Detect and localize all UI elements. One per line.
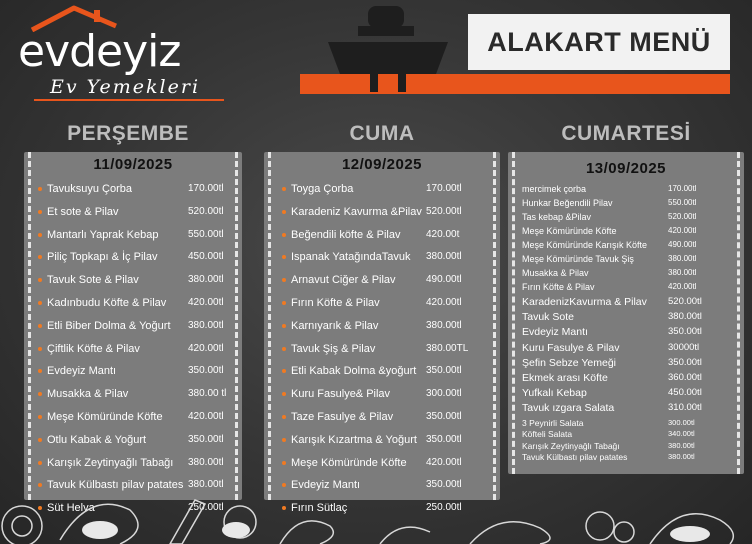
menu-item	[282, 320, 486, 335]
menu-item-name	[522, 184, 586, 194]
menu-item-price: 300.00tl	[668, 417, 695, 427]
menu-item-name	[38, 365, 116, 377]
menu-item-label: Meşe Kömüründe Tavuk Şiş	[522, 254, 634, 264]
menu-item-label: Köfteli Salata	[522, 429, 573, 440]
menu-item-label: Tavuk Külbastı pilav patates	[47, 479, 184, 492]
menu-item	[522, 326, 728, 341]
menu-item	[522, 212, 728, 225]
menu-item-name	[282, 297, 380, 309]
menu-item-name	[522, 402, 614, 414]
menu-item-label: Kuru Fasulye& Pilav	[291, 388, 391, 401]
bullet-icon	[282, 438, 286, 442]
date-thursday: 11/09/2025	[93, 156, 173, 173]
menu-item-price: 520.00tl	[668, 296, 702, 307]
bullet-icon	[282, 301, 286, 305]
menu-item-label: Meşe Kömüründe Karışık Köfte	[522, 240, 648, 250]
menu-item-label: Evdeyiz Mantı	[291, 479, 361, 492]
menu-item	[282, 297, 486, 312]
menu-item-name	[282, 274, 396, 286]
menu-item-name	[522, 311, 574, 323]
bullet-icon	[38, 255, 42, 259]
menu-item	[38, 229, 248, 244]
menu-item-name	[38, 274, 139, 286]
menu-item-label: Ekmek arası Köfte	[522, 372, 608, 384]
menu-item	[282, 183, 486, 198]
menu-item-name	[282, 206, 422, 218]
menu-item-label: Fırın Köfte & Pilav	[291, 297, 380, 309]
menu-item	[38, 320, 248, 335]
menu-item-label: Karışık Kızartma & Yoğurt	[291, 433, 417, 446]
menu-title: ALAKART MENÜ	[487, 27, 711, 57]
bullet-icon	[38, 210, 42, 214]
menu-item-name	[38, 434, 146, 446]
menu-item-name	[522, 418, 583, 428]
menu-item-label: Şefin Sebze Yemeği	[522, 356, 616, 369]
menu-item-name	[38, 411, 163, 423]
menu-item-label: Tavuk Sote & Pilav	[47, 274, 139, 287]
menu-item-price: 450.00tl	[188, 251, 224, 263]
menu-item-price: 420.00tl	[188, 342, 224, 354]
menu-item	[282, 388, 486, 403]
menu-item-price: 550.00tl	[188, 228, 224, 240]
menu-item	[522, 226, 728, 239]
menu-item-label: Taze Fasulye & Pilav	[291, 411, 394, 423]
menu-item-price: 170.00tl	[426, 183, 462, 194]
menu-item	[522, 268, 728, 281]
menu-item-price: 170.00tl	[188, 183, 224, 194]
menu-item-label: Tas kebap &Pilav	[522, 212, 592, 222]
bullet-icon	[38, 324, 42, 328]
menu-item-name	[522, 282, 595, 292]
menu-item-label: Meşe Kömüründe Köfte	[291, 456, 407, 469]
menu-item-price: 550.00tl	[668, 198, 697, 207]
menu-item-name	[282, 457, 407, 469]
menu-item-price: 380.00tl	[426, 319, 462, 331]
menu-item-price: 30000tl	[668, 341, 700, 353]
menu-item-label: Arnavut Ciğer & Pilav	[291, 274, 396, 287]
menu-item	[522, 372, 728, 387]
menu-item-label: Piliç Topkapı & İç Pilav	[47, 251, 158, 264]
menu-item	[38, 206, 248, 221]
menu-item-label: Fırın Köfte & Pilav	[522, 282, 595, 292]
menu-item	[282, 251, 486, 266]
menu-item	[38, 183, 248, 198]
menu-item-label: Yufkalı Kebap	[522, 387, 587, 400]
menu-item-name	[38, 297, 166, 309]
menu-item-name	[282, 251, 410, 263]
menu-item	[522, 311, 728, 326]
logo-name: evdeyiz	[18, 26, 181, 77]
bullet-icon	[282, 324, 286, 328]
menu-item	[522, 198, 728, 211]
menu-item-price: 170.00tl	[668, 184, 697, 193]
menu-item-name	[522, 429, 572, 439]
bullet-icon	[282, 255, 286, 259]
bullet-icon	[38, 278, 42, 282]
menu-item-price: 350.00tl	[426, 365, 462, 377]
bullet-icon	[282, 392, 286, 396]
menu-item-label: Karışık Zeytinyağlı Tabağı	[47, 456, 174, 469]
bullet-icon	[282, 233, 286, 237]
menu-item-label: Toyga Çorba	[291, 183, 354, 195]
menu-item	[522, 402, 728, 417]
menu-item-price: 380.00 tl	[188, 388, 227, 400]
bullet-icon	[38, 369, 42, 373]
menu-item-name	[522, 452, 627, 462]
menu-item	[282, 229, 486, 244]
bullet-icon	[282, 369, 286, 373]
menu-item-price: 350.00tl	[426, 479, 462, 491]
menu-item	[38, 274, 248, 289]
menu-item-name	[522, 357, 616, 369]
menu-item-name	[38, 251, 157, 263]
date-friday: 12/09/2025	[341, 156, 423, 173]
menu-item-name	[282, 183, 353, 195]
menu-item-name	[522, 198, 613, 208]
menu-item-price: 380.00tl	[188, 274, 224, 286]
menu-item-label: Etli Kabak Dolma &yoğurt	[291, 365, 417, 378]
menu-item-label: Musakka & Pilav	[522, 268, 589, 278]
menu-item	[522, 184, 728, 197]
menu-item-name	[38, 457, 173, 469]
menu-item-name	[38, 388, 128, 400]
menu-item-label: Musakka & Pilav	[47, 388, 129, 401]
logo-underline	[34, 99, 224, 101]
menu-item-price: 420.00tl	[668, 226, 697, 235]
menu-item-price: 380.00tl	[426, 251, 462, 263]
bullet-icon	[38, 187, 42, 191]
bullet-icon	[38, 415, 42, 419]
menu-item-label: Kadınbudu Köfte & Pilav	[47, 297, 167, 309]
menu-item-label: Karnıyarık & Pilav	[291, 319, 379, 332]
menu-item	[282, 274, 486, 289]
menu-item-label: Otlu Kabak & Yoğurt	[47, 433, 147, 446]
bullet-icon	[38, 392, 42, 396]
menu-item-name	[522, 387, 587, 399]
menu-item-label: Süt Helva	[47, 502, 95, 515]
menu-item-name	[522, 296, 647, 308]
menu-item	[38, 388, 248, 403]
menu-item-price: 350.00tl	[668, 356, 702, 368]
menu-item-price: 300.00tl	[426, 388, 462, 400]
menu-item-name	[38, 320, 171, 332]
menu-item-price: 380.00tl	[188, 319, 224, 331]
menu-item	[522, 452, 728, 465]
menu-item-label: Meşe Kömüründe Köfte	[522, 226, 617, 236]
menu-item-label: 3 Peynirli Salata	[522, 417, 584, 428]
menu-item-price: 520.00tl	[668, 212, 697, 221]
menu-item-name	[282, 434, 417, 446]
menu-item-name	[522, 254, 634, 264]
menu-item	[522, 387, 728, 402]
menu-item-label: Evdeyiz Mantı	[47, 365, 117, 378]
menu-item-name	[282, 229, 400, 241]
menu-item-label: Beğendili köfte & Pilav	[291, 228, 401, 241]
menu-item	[38, 434, 248, 449]
menu-item	[282, 434, 486, 449]
menu-item-price: 420.00t	[426, 228, 460, 240]
bullet-icon	[38, 347, 42, 351]
menu-item	[38, 251, 248, 266]
menu-item-price: 360.00tl	[668, 372, 702, 383]
menu-item-name	[38, 343, 140, 355]
menu-item-name	[522, 226, 617, 236]
day-heading-friday: CUMA	[349, 122, 415, 145]
menu-item	[38, 411, 248, 426]
menu-item-label: Kuru Fasulye & Pilav	[522, 341, 620, 354]
menu-item-price: 380.00tl	[668, 311, 702, 323]
menu-item-name	[282, 411, 393, 423]
menu-item-price: 520.00tl	[426, 205, 462, 217]
menu-item-label: Mantarlı Yaprak Kebap	[47, 228, 159, 241]
logo	[14, 4, 244, 104]
menu-item-label: Fırın Sütlaç	[291, 502, 348, 515]
bullet-icon	[282, 278, 286, 282]
menu-item-price: 420.00tl	[426, 297, 462, 308]
menu-item-name	[522, 212, 591, 222]
menu-item-price: 380.00tl	[668, 254, 697, 263]
menu-item-price: 380.00tl	[668, 268, 697, 277]
menu-item-name	[282, 388, 390, 400]
menu-item-name	[522, 326, 588, 338]
food-decoration	[0, 470, 752, 544]
menu-item-price: 380.00tl	[188, 479, 224, 491]
menu-item	[38, 297, 248, 312]
menu-item-price: 350.00tl	[426, 433, 462, 445]
bullet-icon	[282, 347, 286, 351]
menu-item	[282, 411, 486, 426]
menu-item-label: Hunkar Beğendili Pilav	[522, 198, 613, 208]
menu-item-name	[522, 372, 608, 384]
menu-item-label: mercimek çorba	[522, 184, 587, 194]
menu-item-price: 250.00tl	[426, 502, 462, 514]
menu-item-price: 380.00tl	[188, 456, 224, 468]
menu-item	[522, 357, 728, 372]
menu-item-label: Karadeniz Kavurma &Pilav	[291, 205, 422, 218]
menu-item	[282, 365, 486, 380]
menu-item-label: Tavuk Sote	[522, 311, 574, 324]
bullet-icon	[282, 187, 286, 191]
menu-item-price: 350.00tl	[426, 411, 462, 422]
menu-item-label: Et sote & Pilav	[47, 205, 119, 218]
menu-item	[38, 343, 248, 358]
menu-item-name	[282, 320, 378, 332]
menu-item-label: Etli Biber Dolma & Yoğurt	[47, 319, 171, 332]
menu-item-name	[522, 441, 620, 451]
menu-item-name	[38, 229, 159, 241]
logo-tagline: Ev Yemekleri	[50, 76, 201, 98]
menu-item-price: 450.00tl	[668, 387, 702, 399]
bullet-icon	[282, 461, 286, 465]
menu-item	[282, 206, 486, 221]
bullet-icon	[38, 438, 42, 442]
menu-item	[522, 240, 728, 253]
menu-item-label: Evdeyiz Mantı	[522, 326, 588, 339]
menu-item-label: Çiftlik Köfte & Pilav	[47, 342, 140, 355]
menu-item	[282, 343, 486, 358]
menu-item-price: 420.00tl	[188, 411, 224, 422]
menu-item-price: 340.00tl	[668, 429, 695, 439]
menu-item	[522, 254, 728, 267]
menu-item-price: 310.00tl	[668, 402, 702, 414]
menu-item-price: 350.00tl	[668, 326, 702, 338]
menu-item-label: Tavuk Külbastı pilav patates	[522, 452, 628, 463]
menu-item-name	[522, 342, 619, 354]
menu-item	[522, 342, 728, 357]
menu-item-price: 520.00tl	[188, 205, 224, 217]
menu-item	[38, 365, 248, 380]
menu-item-price: 420.00tl	[426, 456, 462, 468]
day-heading-saturday: CUMARTESİ	[561, 122, 691, 145]
menu-item-price: 490.00tl	[426, 274, 462, 286]
menu-item-price: 380.00tl	[668, 452, 695, 462]
menu-item-price: 350.00tl	[188, 433, 224, 445]
menu-item-price: 380.00TL	[426, 342, 469, 354]
menu-item-label: KaradenizKavurma & Pilav	[522, 296, 647, 308]
menu-item-price: 250.00tl	[188, 502, 224, 514]
bullet-icon	[282, 210, 286, 214]
menu-item-name	[522, 240, 647, 250]
menu-item-price: 490.00tl	[668, 240, 697, 249]
menu-item-label: Tavuksuyu Çorba	[47, 183, 132, 195]
menu-item-price: 420.00tl	[668, 282, 697, 291]
cooking-pot-icon	[318, 2, 458, 98]
menu-item-name	[38, 206, 119, 218]
menu-item-name	[282, 365, 416, 377]
bullet-icon	[282, 415, 286, 419]
menu-item-label: Ispanak YatağındaTavuk	[291, 251, 411, 264]
menu-item-label: Tavuk Şiş & Pilav	[291, 342, 376, 355]
menu-item	[522, 296, 728, 311]
bullet-icon	[38, 233, 42, 237]
menu-item	[522, 282, 728, 295]
menu-item-label: Meşe Kömüründe Köfte	[47, 411, 163, 423]
date-saturday: 13/09/2025	[585, 160, 667, 177]
menu-item-name	[282, 343, 375, 355]
menu-item-price: 420.00tl	[188, 297, 224, 308]
menu-item-price: 380.00tl	[668, 440, 695, 450]
menu-item-label: Tavuk ızgara Salata	[522, 402, 615, 415]
menu-item-label: Karışık Zeytinyağlı Tabağı	[522, 440, 620, 451]
day-heading-thursday: PERŞEMBE	[67, 122, 189, 145]
bullet-icon	[38, 301, 42, 305]
menu-item-name	[522, 268, 589, 278]
menu-item-name	[38, 183, 132, 195]
menu-item-price: 350.00tl	[188, 365, 224, 377]
bullet-icon	[38, 461, 42, 465]
